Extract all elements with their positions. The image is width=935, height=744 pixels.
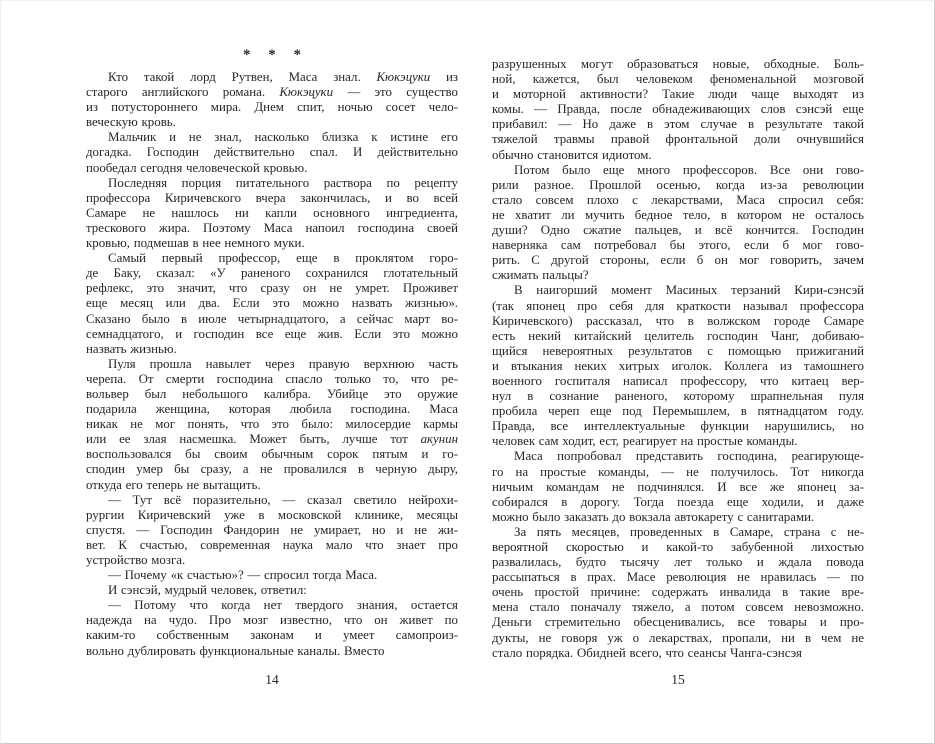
text-line: комы. — Правда, после обнадеживающих слов сэнсэй еще — [492, 102, 864, 117]
text-line: можно было заказать до вокзала автокарету с санитарами. — [492, 509, 815, 524]
page-left — [86, 1, 458, 744]
text-line: Самый первый профессор, еще в проклятом горо- — [108, 251, 458, 266]
page-right-text-column — [492, 57, 864, 661]
text-line: нул в сознание раненого, которому шрапнельная пуля — [492, 389, 864, 404]
text-line: И сэнсэй, мудрый человек, ответил: — [108, 583, 307, 598]
text-line: веческую кровь. — [86, 115, 176, 130]
text-line: рассыпаться в прах. Масе революция не нравилась — по — [492, 570, 864, 585]
text-line: дукты, не говоря уж о лекарствах, пропали, ни в чем не — [492, 630, 864, 645]
text-line: не хватит ли мучить бедное тело, в котором не осталось — [492, 207, 864, 222]
text-line: и моторной активности? Такие люди чаще выходят из — [492, 87, 864, 102]
text-line: Последняя порция питательного раствора по рецепту — [108, 175, 458, 190]
text-line: вольвер был небольшого калибра. Убийце это оружие — [86, 386, 458, 401]
text-line: Самаре не нашлось ни капли основного ингредиента, — [86, 205, 458, 220]
text-line: развалилась, будто тысячу лет только и ждала повода — [492, 555, 864, 570]
text-line: мена стало поначалу тяжело, а потом совсем невозможно. — [492, 600, 864, 615]
text-line: обычно становится идиотом. — [492, 147, 652, 162]
text-line: — Потому что когда нет твердого знания, остается — [108, 598, 458, 613]
text-line: вероятной скоростью и какой-то забубенной лихостью — [492, 540, 864, 554]
text-line: откуда его теперь не вытащить. — [86, 477, 261, 492]
text-line: старого английского романа. Кюкэцуки — это существо — [86, 85, 458, 100]
text-line: еще месяц или два. Если это можно назвать жизнью». — [86, 296, 458, 311]
text-line: кровью, подмешав в нее немного муки. — [86, 236, 305, 251]
text-line: семнадцатого, и господин все еще жив. Если это можно — [86, 326, 458, 341]
text-line: военного госпиталя написал профессору, что китаец вер- — [492, 373, 864, 388]
text-line: наверняка сам потребовал бы этого, если б мог гово- — [492, 238, 864, 253]
text-line: воспользовался бы своим обычным сорок пятым и го- — [86, 447, 458, 462]
text-line: В наигорший момент Масиных терзаний Кири-сэнсэй — [514, 283, 864, 298]
text-line: рили разное. Прошлой осенью, когда из-за революции — [492, 177, 864, 192]
section-divider: * * * — [243, 47, 308, 63]
text-line: очень простой причине: содержать инвалида в такие вре- — [492, 585, 864, 600]
text-line: Пуля прошла навылет через правую верхнюю часть — [108, 356, 458, 371]
text-line: За пять месяцев, проведенных в Самаре, страна с не- — [514, 524, 864, 539]
text-line: Деньги стремительно обесценивались, все товары и про- — [492, 615, 864, 630]
text-line: каким-то собственным законам и умеет самопроиз- — [86, 628, 458, 643]
text-line: и втыкания неких хитрых иголок. Коллега из тамошнего — [492, 358, 864, 373]
text-line: Сказано было в июле четырнадцатого, а сейчас март во- — [86, 311, 458, 326]
text-line: Правда, все интеллектуальные функции нарушились, но — [492, 419, 864, 434]
text-line: стало порядка. Обидней всего, что сеансы Чанга-сэнсэя — [492, 645, 802, 660]
text-line: (так японец про себя для краткости называл профессора — [492, 298, 864, 313]
text-line: Киричевского) рассказал, что в волжском городе Самаре — [492, 313, 864, 328]
text-line: сжимать пальцы? — [492, 268, 589, 283]
text-line: или ее злая насмешка. Может быть, лучше тот акунин — [86, 432, 458, 447]
text-line: Маса попробовал представить господина, реагирующе- — [514, 449, 864, 464]
text-line: пообедал сегодня человеческой кровью. — [86, 160, 308, 175]
text-line: тяжелой травмы правой фронтальной доли очнувшийся — [492, 132, 864, 147]
text-line: — Тут всё поразительно, — сказал светило нейрохи- — [108, 492, 458, 507]
text-line: пробила череп еще под Перемышлем, в пятнадцатом году. — [492, 404, 864, 419]
text-line: Мальчик и не знал, насколько близка к истине его — [108, 130, 458, 145]
text-line: Потом было еще много профессоров. Все они гово- — [514, 162, 864, 177]
text-line: человек сам ходит, ест, реагирует на простые команды. — [492, 434, 798, 449]
text-line: профессора Киричевского вчера закончилась, и во всей — [86, 190, 458, 205]
text-line: вет. К счастью, современная наука мало что знает про — [86, 537, 458, 552]
text-line: есть некий китайский целитель господин Чанг, добиваю- — [492, 328, 864, 343]
text-line: трескового жира. Поэтому Маса напоил господина своей — [86, 220, 458, 235]
text-line: де Баку, сказал: «У раненого сохранился глотательный — [86, 266, 458, 281]
page-left-text-column — [86, 70, 458, 659]
text-line: го на простые команды, — не получилось. Тот никогда — [492, 464, 864, 479]
text-line: разрушенных могут образоваться новые, обходные. Боль- — [492, 57, 864, 71]
text-line: рургии Киричевский уже в московской клинике, месяцы — [86, 507, 458, 522]
text-line: Кто такой лорд Рутвен, Маса знал. Кюкэцуки из — [108, 70, 458, 84]
text-line: рефлекс, это значит, что сразу он не умрет. Проживет — [86, 281, 458, 296]
text-line: собирался в дорогу. Тогда поезда еще ходили, и даже — [492, 494, 864, 509]
page-right — [492, 1, 864, 744]
text-line: ничьим командам не подчинялся. И все же японец за- — [492, 479, 864, 494]
text-line: щийся невероятных результатов с помощью прижиганий — [492, 343, 864, 358]
text-line: из потустороннего мира. Днем спит, ночью сосет чело- — [86, 100, 458, 115]
text-line: — Почему «к счастью»? — спросил тогда Маса. — [108, 568, 378, 583]
text-line: вольно дублировать функциональные каналы. Вместо — [86, 643, 385, 658]
text-line: назвать жизнью. — [86, 341, 177, 356]
page-number-right: 15 — [671, 672, 685, 687]
text-line: души? Одно сжатие пальцев, и всё кончится. Господин — [492, 223, 864, 238]
text-line: сподин умер бы сразу, а не провалился в черную дыру, — [86, 462, 458, 477]
text-line: спустя. — Господин Фандорин не умирает, но и не жи- — [86, 522, 458, 537]
text-line: устройство мозга. — [86, 553, 186, 567]
text-line: никак не мог понять, что это было: милосердие кармы — [86, 417, 458, 432]
text-line: стало совсем плохо с лекарствами, Маса спросил себя: — [492, 192, 864, 207]
page-number-left: 14 — [265, 672, 279, 687]
text-line: рить. С другой стороны, если б он мог говорить, зачем — [492, 253, 864, 268]
text-line: черепа. От смерти господина спасло только то, что ре- — [86, 371, 458, 386]
text-line: подарила женщина, которая любила господина. Маса — [86, 402, 458, 417]
text-line: надежда на чудо. Про мозг известно, что он живет по — [86, 613, 458, 628]
text-line: догадка. Господин действительно спал. И действительно — [86, 145, 458, 160]
text-line: прибавил: — Но даже в этом случае в результате такой — [492, 117, 864, 132]
text-line: ной, кажется, был человеком феноменальной мозговой — [492, 72, 864, 87]
